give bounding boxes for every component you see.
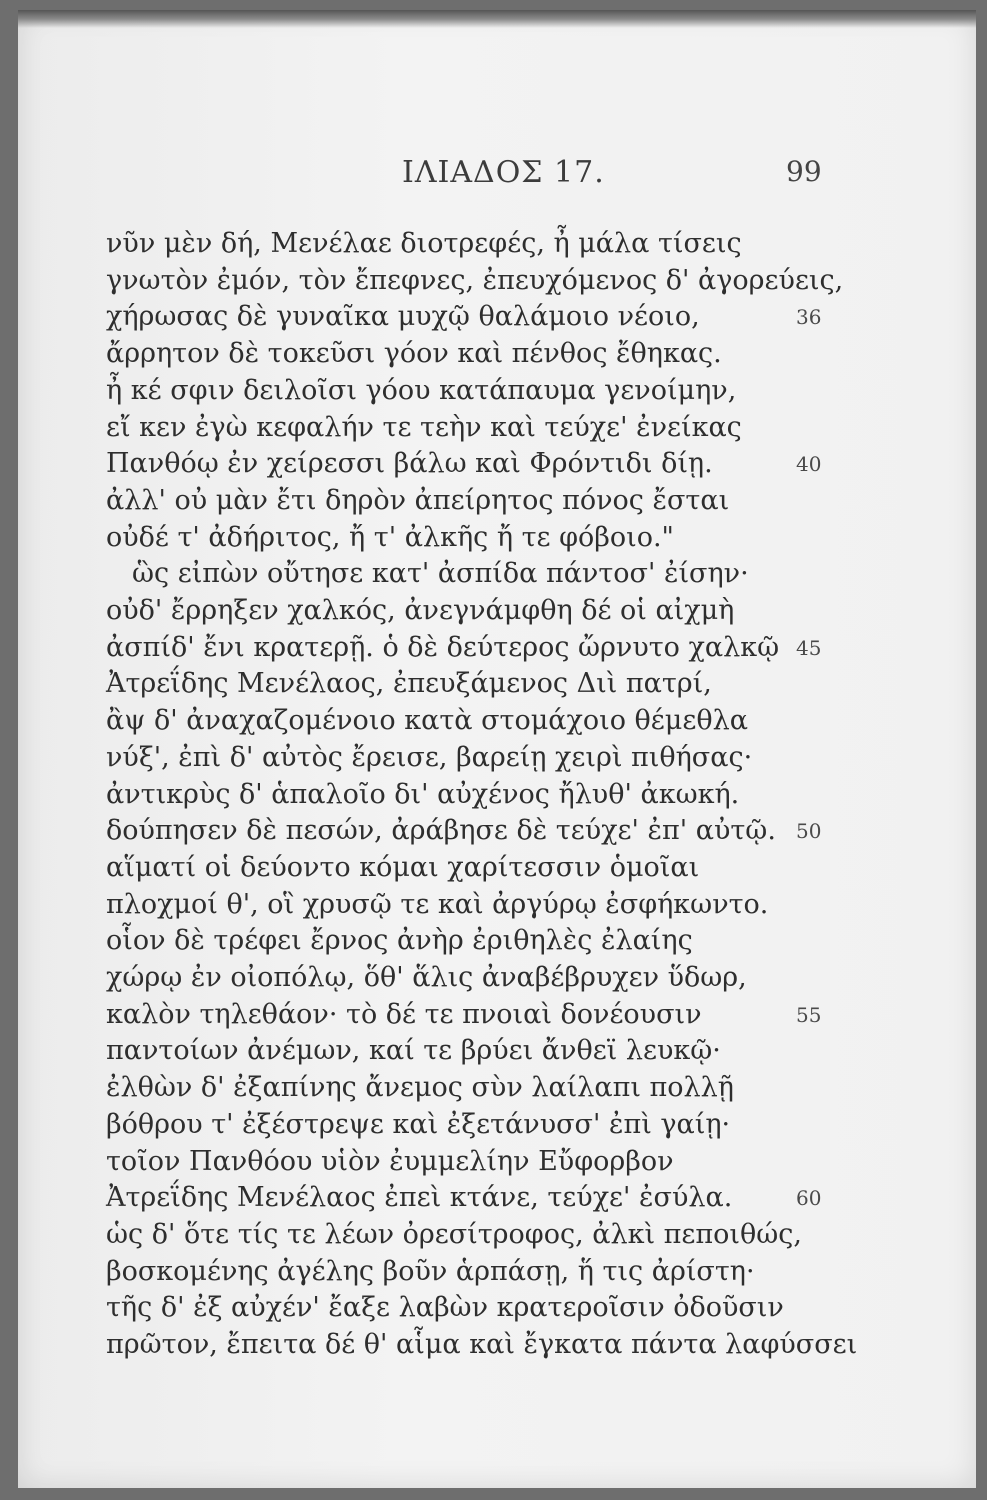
running-header (18, 155, 976, 195)
verse-text: Πανθόῳ ἐν χείρεσσι βάλω καὶ Φρόντιδι δίῃ. (106, 448, 713, 480)
verse-text: τοῖον Πανθόου υἱὸν ἐυμμελίην Εὔφορβον (106, 1145, 674, 1177)
verse-line (106, 595, 806, 633)
book-page (18, 10, 976, 1488)
verse-text: ἀσπίδ' ἔνι κρατερῇ. ὁ δὲ δεύτερος ὤρνυτο χαλκῷ (106, 631, 780, 663)
page-title: ΙΛΙΑΔΟΣ 17. (402, 155, 605, 190)
verse-text: γνωτὸν ἐμόν, τὸν ἔπεφνες, ἐπευχόμενος δ' ἀγορεύεις, (106, 264, 844, 296)
line-number: 36 (796, 305, 822, 330)
verse-line (106, 742, 806, 780)
verse-line (106, 1035, 806, 1073)
verse-text: οἷον δὲ τρέφει ἔρνος ἀνὴρ ἐριθηλὲς ἐλαίης (106, 925, 693, 957)
verse-line (106, 668, 806, 706)
verse-text: ἄρρητον δὲ τοκεῦσι γόον καὶ πένθος ἔθηκας. (106, 338, 722, 370)
verse-line (106, 1256, 806, 1294)
verse-line (106, 705, 806, 743)
verse-text: αἵματί οἱ δεύοντο κόμαι χαρίτεσσιν ὁμοῖαι (106, 851, 700, 883)
verse-line (106, 375, 806, 413)
verse-text: δούπησεν δὲ πεσών, ἀράβησε δὲ τεύχε' ἐπ' αὐτῷ. (106, 815, 776, 847)
verse-line (106, 1329, 858, 1367)
verse-line (106, 998, 822, 1037)
verse-text: ἀλλ' οὐ μὰν ἔτι δηρὸν ἀπείρητος πόνος ἔσται (106, 484, 730, 516)
line-number: 60 (796, 1186, 822, 1211)
verse-line (106, 1072, 806, 1110)
verse-line (106, 301, 822, 339)
verse-text: τῆς δ' ἐξ αὐχέν' ἔαξε λαβὼν κρατεροῖσιν ὀδοῦσιν (106, 1292, 784, 1324)
verse-text: οὐδ' ἔρρηξεν χαλκός, ἀνεγνάμφθη δέ οἱ αἰχμὴ (106, 595, 735, 626)
verse-text: ὡς δ' ὅτε τίς τε λέων ὀρεσίτροφος, ἀλκὶ πεποιθώς, (106, 1218, 802, 1250)
verse-text: Ἀτρεΐδης Μενέλαος ἐπεὶ κτάνε, τεύχε' ἐσύλα. (106, 1182, 733, 1214)
verse-text: Ἀτρεΐδης Μενέλαος, ἐπευξάμενος Διὶ πατρί, (106, 668, 712, 700)
verse-text: ἂψ δ' ἀναχαζομένοιο κατὰ στομάχοιο θέμεθλα (106, 705, 748, 737)
verse-text: καλὸν τηλεθάον· τὸ δέ τε πνοιαὶ δονέουσιν (106, 998, 702, 1030)
verse-text: παντοίων ἀνέμων, καί τε βρύει ἄνθεϊ λευκῷ· (106, 1035, 721, 1067)
verse-text: χήρωσας δὲ γυναῖκα μυχῷ θαλάμοιο νέοιο, (106, 301, 700, 333)
verse-line (106, 925, 806, 963)
line-number: 40 (796, 452, 822, 477)
verse-text: βοσκομένης ἀγέλης βοῦν ἁρπάσῃ, ἥ τις ἀρίστη· (106, 1255, 755, 1287)
verse-text: ἀντικρὺς δ' ἁπαλοῖο δι' αὐχένος ἤλυθ' ἀκωκή. (106, 778, 740, 810)
verse-line (106, 779, 806, 817)
verse-text: ἦ κέ σφιν δειλοῖσι γόου κατάπαυμα γενοίμην, (106, 374, 737, 406)
verse-text: νῦν μὲν δή, Μενέλαε διοτρεφές, ἦ μάλα τίσεις (106, 228, 742, 259)
verse-text: νύξ', ἐπὶ δ' αὐτὸς ἔρεισε, βαρείῃ χειρὶ πιθήσας· (106, 741, 753, 773)
verse-line (106, 889, 806, 927)
verse-line (106, 522, 806, 560)
verse-line (106, 485, 806, 523)
verse-line (106, 1219, 806, 1257)
verse-line (106, 264, 844, 303)
line-number: 55 (796, 1002, 822, 1027)
verse-line (106, 815, 822, 853)
verse-line (106, 1292, 806, 1330)
verse-line (106, 1182, 822, 1220)
verse-text: οὐδέ τ' ἀδήριτος, ἤ τ' ἀλκῆς ἤ τε φόβοιο." (106, 521, 674, 553)
verse-line (106, 852, 806, 890)
verse-text: χώρῳ ἐν οἰοπόλῳ, ὅθ' ἅλις ἀναβέβρυχεν ὕδωρ, (106, 962, 747, 993)
verse-line (106, 412, 806, 450)
verse-line (106, 558, 806, 596)
verse-line (106, 228, 806, 266)
verse-text: πλοχμοί θ', οἳ χρυσῷ τε καὶ ἀργύρῳ ἐσφήκωντο. (106, 888, 769, 920)
verse-line (106, 631, 822, 670)
verse-text: ἐλθὼν δ' ἐξαπίνης ἄνεμος σὺν λαίλαπι πολλῇ (106, 1072, 734, 1104)
line-number: 45 (796, 635, 822, 660)
page-number: 99 (786, 155, 822, 188)
verse-line (106, 338, 806, 376)
verse-line (106, 1146, 806, 1184)
scan-shadow-band (18, 10, 976, 28)
verse-text: ὣς εἰπὼν οὔτησε κατ' ἀσπίδα πάντοσ' ἐίσην· (132, 558, 749, 590)
verse-line (106, 1109, 806, 1147)
verse-text: πρῶτον, ἔπειτα δέ θ' αἷμα καὶ ἔγκατα πάντα λαφύσσει (106, 1329, 858, 1360)
verse-line (106, 448, 822, 486)
verse-text: εἴ κεν ἐγὼ κεφαλήν τε τεὴν καὶ τεύχε' ἐνείκας (106, 411, 742, 443)
line-number: 50 (796, 819, 822, 844)
verse-text: βόθρου τ' ἐξέστρεψε καὶ ἐξετάνυσσ' ἐπὶ γαίῃ· (106, 1108, 731, 1140)
verse-line (106, 962, 806, 1000)
